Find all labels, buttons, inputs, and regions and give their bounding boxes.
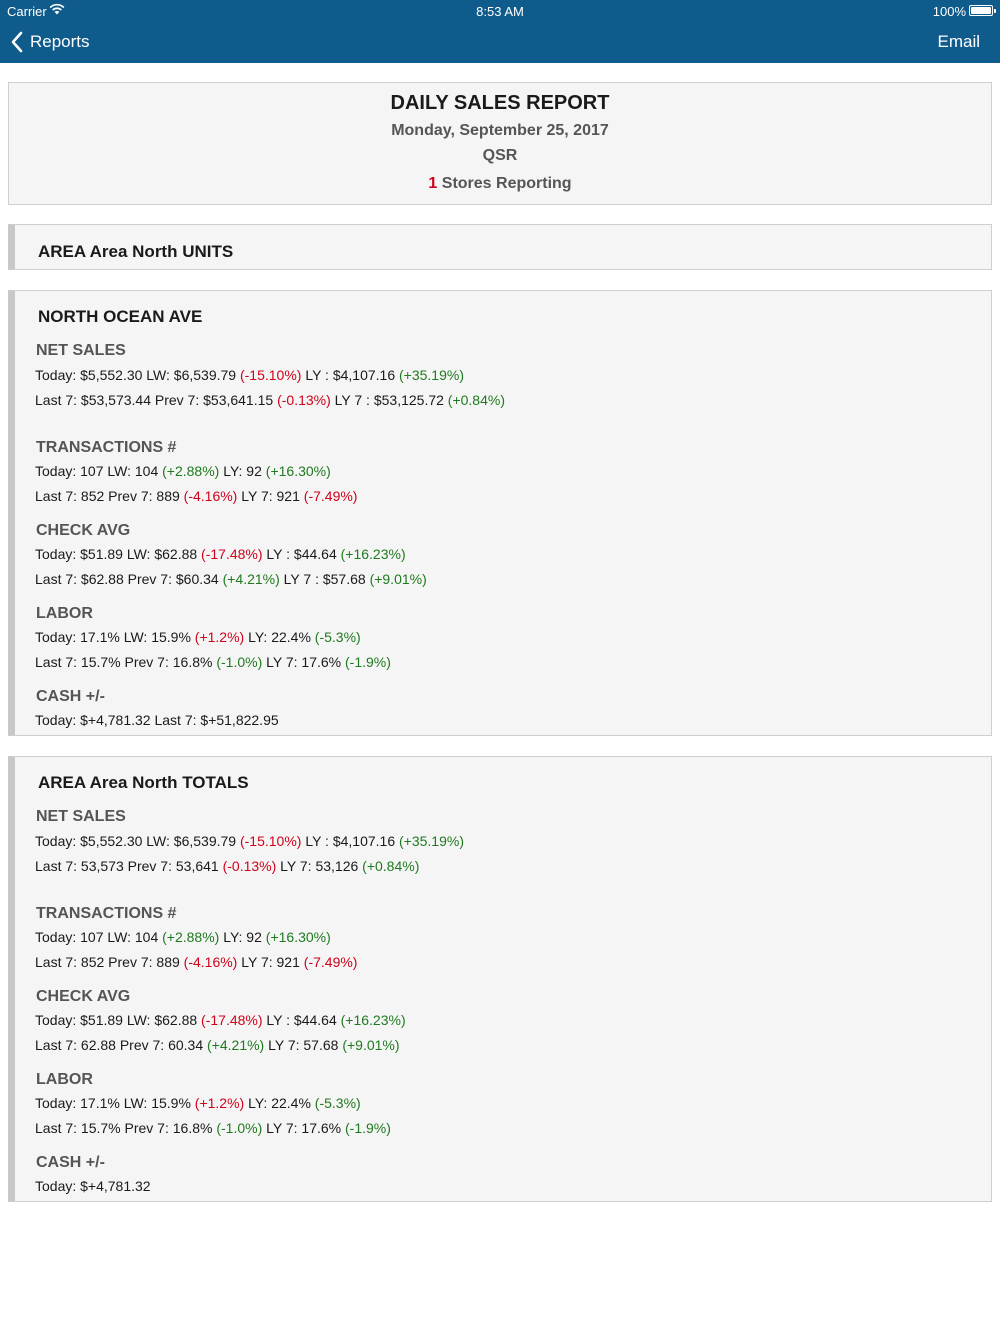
status-time: 8:53 AM (476, 4, 524, 19)
transactions-heading: TRANSACTIONS # (36, 905, 177, 922)
area-title: AREA Area North UNITS (38, 242, 234, 261)
transactions-last7-line: Last 7: 852 Prev 7: 889 (-4.16%) LY 7: 921 (-7.49%) (35, 488, 358, 504)
net-sales-heading: NET SALES (36, 808, 126, 825)
check-avg-heading: CHECK AVG (36, 988, 131, 1005)
check-avg-today-line: Today: $51.89 LW: $62.88 (-17.48%) LY : $44.64 (+16.23%) (35, 546, 406, 562)
cash-heading: CASH +/- (36, 688, 105, 705)
labor-heading: LABOR (36, 1071, 93, 1088)
net-sales-heading: NET SALES (36, 342, 126, 359)
status-carrier: Carrier (7, 4, 47, 19)
area-units-card[interactable] (8, 224, 992, 270)
stores-count: 1 (428, 175, 438, 192)
labor-heading: LABOR (36, 605, 93, 622)
cash-line: Today: $+4,781.32 (35, 1178, 151, 1194)
report-title: DAILY SALES REPORT (390, 92, 610, 114)
labor-last7-line: Last 7: 15.7% Prev 7: 16.8% (-1.0%) LY 7: 17.6% (-1.9%) (35, 654, 391, 670)
cash-heading: CASH +/- (36, 1154, 105, 1171)
report-date: Monday, September 25, 2017 (391, 122, 609, 139)
stores-reporting (9, 175, 991, 193)
check-avg-last7-line: Last 7: 62.88 Prev 7: 60.34 (+4.21%) LY 7: 57.68 (+9.01%) (35, 1037, 400, 1053)
back-button[interactable] (10, 29, 90, 55)
check-avg-last7-line: Last 7: $62.88 Prev 7: $60.34 (+4.21%) LY 7 : $57.68 (+9.01%) (35, 571, 427, 587)
net-sales-last7-line: Last 7: $53,573.44 Prev 7: $53,641.15 (-0.13%) LY 7 : $53,125.72 (+0.84%) (35, 392, 505, 408)
labor-last7-line: Last 7: 15.7% Prev 7: 16.8% (-1.0%) LY 7: 17.6% (-1.9%) (35, 1120, 391, 1136)
store-title: NORTH OCEAN AVE (38, 307, 203, 326)
back-button-label: Reports (30, 32, 90, 51)
report-concept: QSR (482, 147, 518, 164)
net-sales-last7-line: Last 7: 53,573 Prev 7: 53,641 (-0.13%) LY 7: 53,126 (+0.84%) (35, 858, 420, 874)
email-button[interactable]: Email (937, 32, 980, 51)
net-sales-today-line: Today: $5,552.30 LW: $6,539.79 (-15.10%) LY : $4,107.16 (+35.19%) (35, 833, 464, 849)
navigation-bar (0, 0, 1000, 63)
check-avg-today-line: Today: $51.89 LW: $62.88 (-17.48%) LY : $44.64 (+16.23%) (35, 1012, 406, 1028)
battery-icon (969, 5, 993, 16)
chevron-left-icon (10, 31, 24, 53)
status-bar (0, 0, 1000, 22)
report-header-card (8, 82, 992, 205)
transactions-today-line: Today: 107 LW: 104 (+2.88%) LY: 92 (+16.30%) (35, 463, 331, 479)
status-battery-percent: 100% (932, 4, 966, 19)
transactions-heading: TRANSACTIONS # (36, 439, 177, 456)
labor-today-line: Today: 17.1% LW: 15.9% (+1.2%) LY: 22.4% (-5.3%) (35, 1095, 361, 1111)
labor-today-line: Today: 17.1% LW: 15.9% (+1.2%) LY: 22.4% (-5.3%) (35, 629, 361, 645)
stores-label: Stores Reporting (437, 175, 572, 192)
area-totals-card[interactable] (8, 756, 992, 1202)
net-sales-today-line: Today: $5,552.30 LW: $6,539.79 (-15.10%) LY : $4,107.16 (+35.19%) (35, 367, 464, 383)
transactions-today-line: Today: 107 LW: 104 (+2.88%) LY: 92 (+16.30%) (35, 929, 331, 945)
check-avg-heading: CHECK AVG (36, 522, 131, 539)
transactions-last7-line: Last 7: 852 Prev 7: 889 (-4.16%) LY 7: 921 (-7.49%) (35, 954, 358, 970)
totals-title: AREA Area North TOTALS (38, 773, 249, 792)
store-card[interactable] (8, 290, 992, 736)
cash-line: Today: $+4,781.32 Last 7: $+51,822.95 (35, 712, 279, 728)
